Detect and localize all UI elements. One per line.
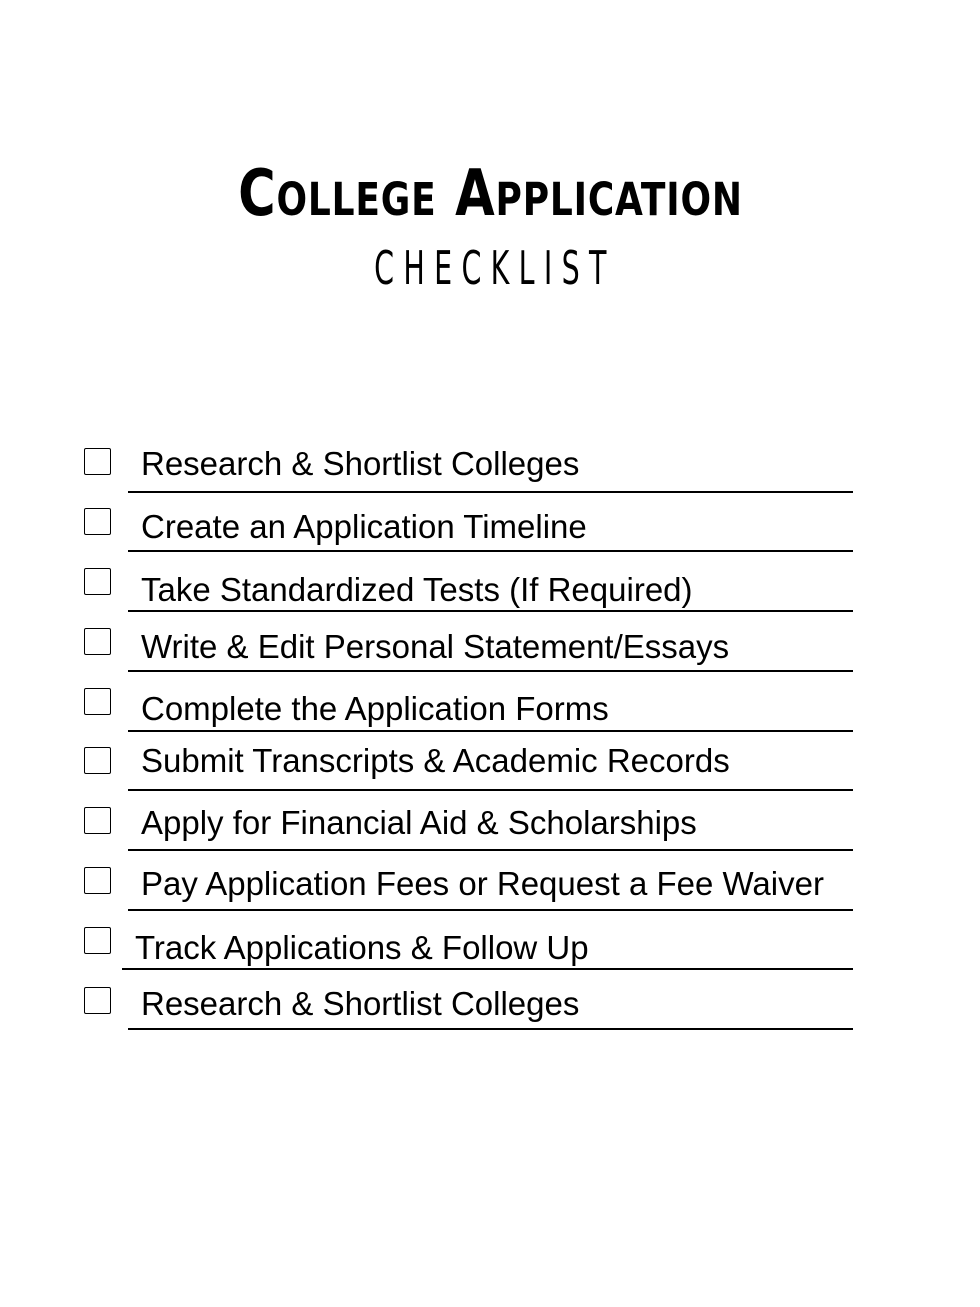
checklist-item: [0, 804, 980, 867]
checklist-item-label: Submit Transcripts & Academic Records: [141, 742, 730, 779]
underline: [128, 491, 853, 493]
underline: [128, 550, 853, 552]
subtitle-text: CHECKLIST: [373, 241, 616, 295]
checklist-item: [0, 742, 980, 807]
checklist-item-label: Take Standardized Tests (If Required): [141, 571, 693, 608]
checkbox[interactable]: [84, 688, 111, 715]
checklist-item-label: Pay Application Fees or Request a Fee Waiver: [141, 865, 824, 902]
checklist-item: [0, 628, 980, 688]
checklist-item: [0, 927, 980, 987]
checklist-item: [0, 568, 980, 628]
underline: [128, 1028, 853, 1030]
underline: [128, 730, 853, 732]
title-text: College Application: [237, 157, 743, 231]
checkbox[interactable]: [84, 987, 111, 1014]
checkbox[interactable]: [84, 508, 111, 535]
underline: [128, 610, 853, 612]
checklist-item-label: Write & Edit Personal Statement/Essays: [141, 628, 730, 665]
checklist-item-label: Research & Shortlist Colleges: [141, 985, 580, 1022]
underline: [128, 909, 853, 911]
checklist-item-label: Apply for Financial Aid & Scholarships: [141, 804, 697, 841]
checkbox[interactable]: [84, 927, 111, 954]
checklist-item-label: Complete the Application Forms: [141, 690, 609, 727]
checkbox[interactable]: [84, 807, 111, 834]
checkbox[interactable]: [84, 448, 111, 475]
underline: [128, 849, 853, 851]
underline: [122, 968, 853, 970]
checkbox[interactable]: [84, 568, 111, 595]
underline: [128, 670, 853, 672]
checklist-item: [0, 688, 980, 748]
checkbox[interactable]: [84, 628, 111, 655]
checklist-item-label: Track Applications & Follow Up: [135, 929, 589, 966]
underline: [128, 789, 853, 791]
checkbox[interactable]: [84, 867, 111, 894]
checklist-item: [0, 867, 980, 927]
checklist-item: [0, 445, 980, 508]
checklist-item-label: Research & Shortlist Colleges: [141, 445, 580, 482]
checklist-item-label: Create an Application Timeline: [141, 508, 587, 545]
checkbox[interactable]: [84, 747, 111, 774]
checklist-item: [0, 508, 980, 568]
checklist-item: [0, 987, 980, 1047]
